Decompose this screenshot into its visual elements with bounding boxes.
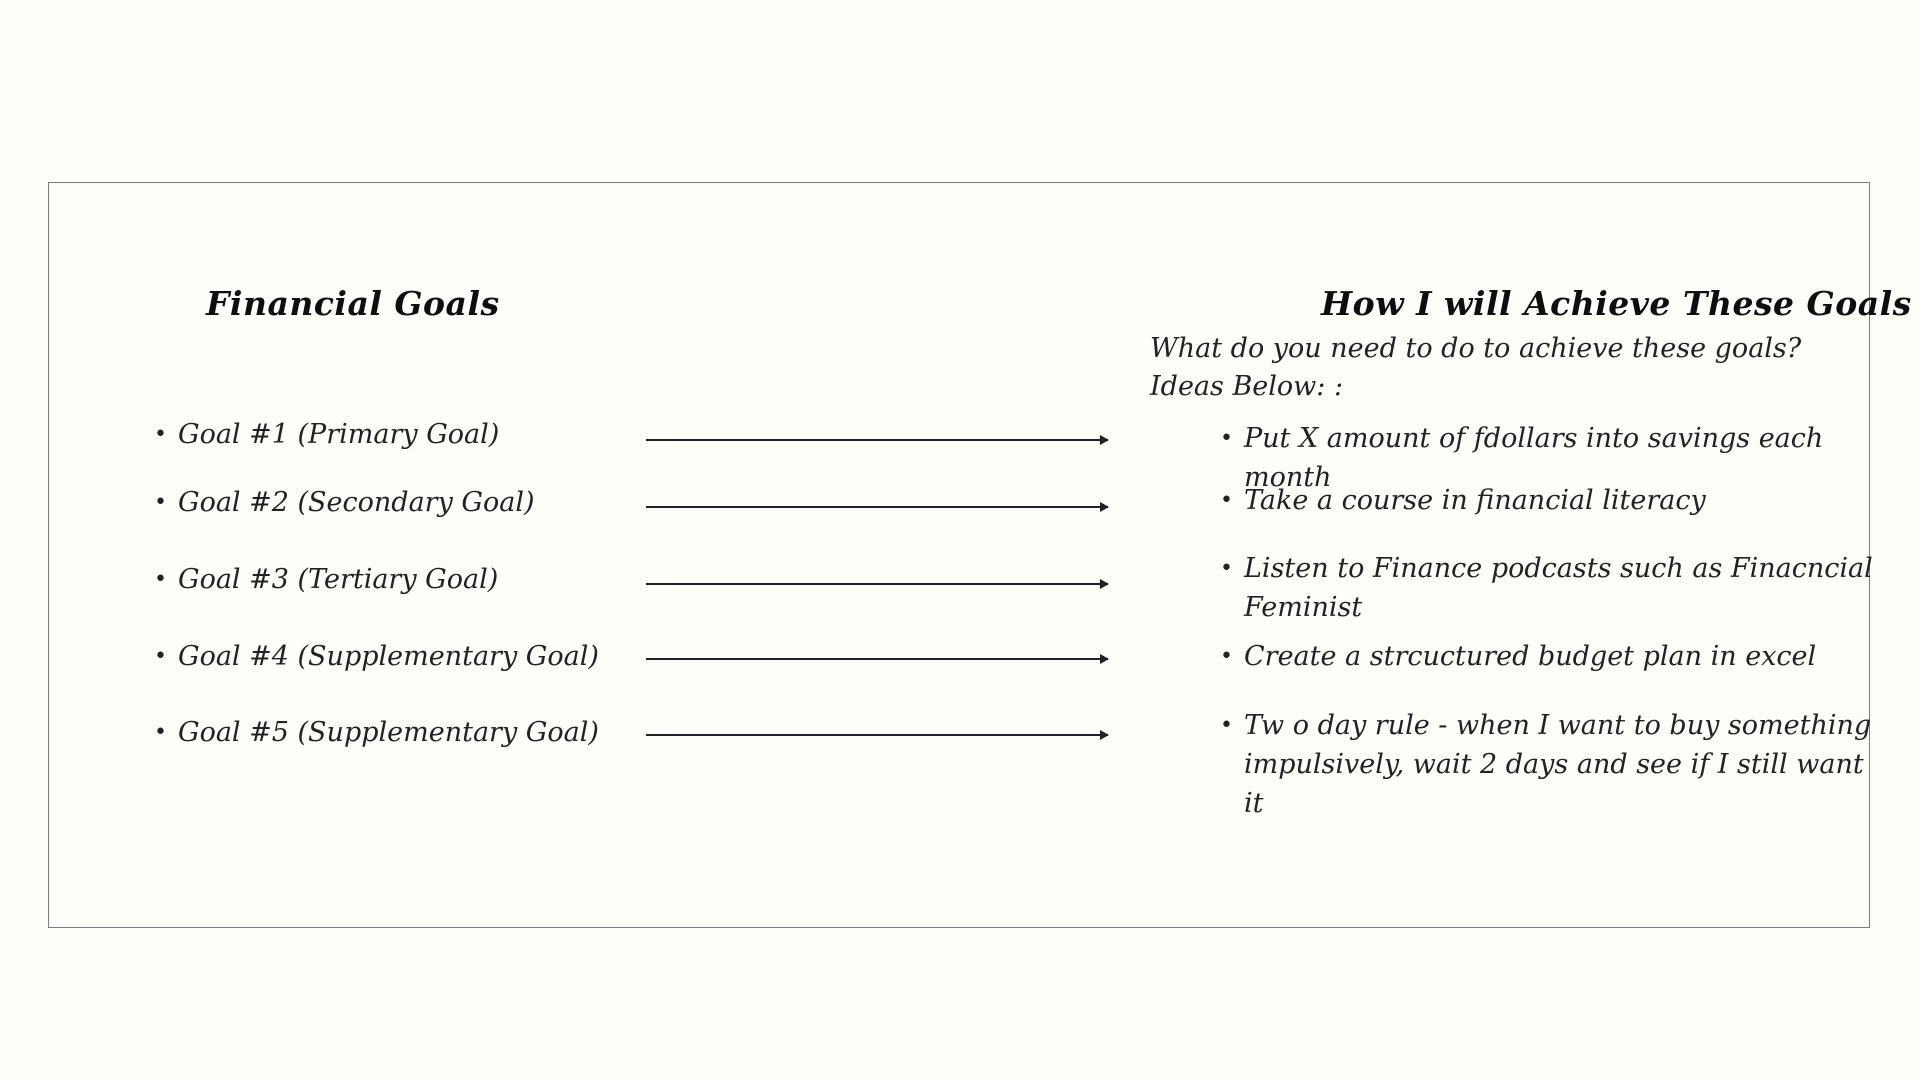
ideas-subtitle: What do you need to do to achieve these goals? Ideas Below: : bbox=[1150, 333, 1802, 402]
arrow-right-icon bbox=[646, 658, 1108, 660]
arrow-right-icon bbox=[646, 506, 1108, 508]
achieve-goals-heading: How I will Achieve These Goals bbox=[1321, 284, 1912, 323]
arrow-right-icon bbox=[646, 734, 1108, 736]
arrow-right-icon bbox=[646, 583, 1108, 585]
goal-item-2: • Goal #2 (Secondary Goal) bbox=[178, 483, 535, 522]
financial-goals-heading: Financial Goals bbox=[206, 284, 500, 323]
goal-item-4: • Goal #4 (Supplementary Goal) bbox=[178, 637, 599, 676]
goal-item-5: • Goal #5 (Supplementary Goal) bbox=[178, 713, 599, 752]
idea-item-5: • Tw o day rule - when I want to buy something impulsively, wait 2 days and see if I still want it bbox=[1244, 706, 1884, 823]
idea-item-2: • Take a course in financial literacy bbox=[1244, 481, 1884, 520]
goal-item-3: • Goal #3 (Tertiary Goal) bbox=[178, 560, 498, 599]
idea-item-4: • Create a strcuctured budget plan in excel bbox=[1244, 637, 1884, 676]
idea-item-3: • Listen to Finance podcasts such as Finacncial Feminist bbox=[1244, 549, 1884, 627]
goal-item-1: • Goal #1 (Primary Goal) bbox=[178, 415, 499, 454]
arrow-right-icon bbox=[646, 439, 1108, 441]
idea-item-1: • Put X amount of fdollars into savings each month bbox=[1244, 419, 1884, 497]
